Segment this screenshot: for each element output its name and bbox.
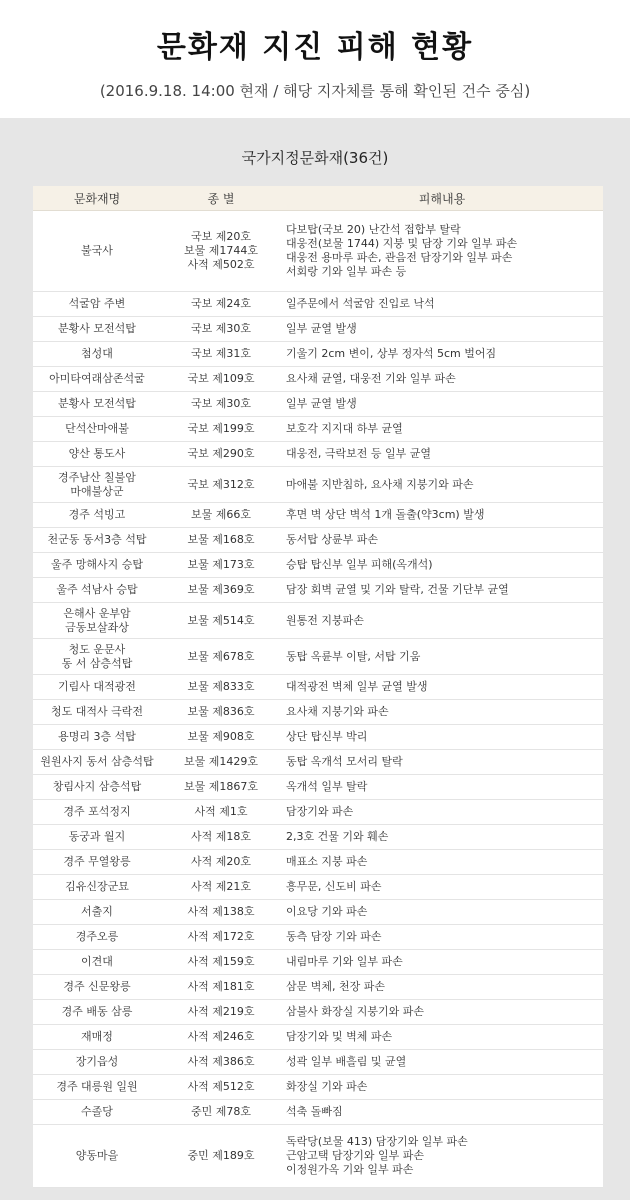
cell-name-line: 분황사 모전석탑 [58,397,136,410]
cell-type-line: 보물 제66호 [191,508,251,521]
cell-damage [281,503,603,528]
table-row [33,603,603,639]
cell-name [33,467,161,503]
table-row [33,211,603,292]
table-row [33,1075,603,1100]
table-row [33,950,603,975]
table-row [33,578,603,603]
cell-name [33,875,161,900]
cell-name-line: 울주 망해사지 승탑 [50,558,143,571]
cell-damage [281,211,603,292]
cell-name-line: 금동보살좌상 [65,620,129,634]
cell-name [33,211,161,292]
cell-type-line: 국보 제24호 [191,297,251,310]
cell-damage-line: 성곽 일부 배흘림 및 균열 [286,1055,407,1068]
cell-name-line: 경주 포석정지 [63,805,131,818]
cell-name [33,1050,161,1075]
cell-damage [281,1050,603,1075]
cell-type [161,553,281,578]
cell-name [33,603,161,639]
table-row [33,1050,603,1075]
cell-type-line: 국보 제31호 [191,347,251,360]
cell-name-line: 분황사 모전석탑 [58,322,136,335]
cell-name-line: 경주 배동 삼릉 [61,1005,133,1018]
cell-type [161,1000,281,1025]
cell-damage [281,800,603,825]
cell-damage [281,1075,603,1100]
cell-damage [281,675,603,700]
table-row [33,975,603,1000]
cell-name [33,417,161,442]
cell-name-line: 용명리 3층 석탑 [58,730,136,743]
cell-damage-line: 일부 균열 발생 [286,322,357,335]
cell-name [33,578,161,603]
cell-damage-line: 삼불사 화장실 지붕기와 파손 [286,1005,425,1018]
cell-damage [281,603,603,639]
cell-damage [281,553,603,578]
cell-type-line: 보물 제836호 [187,705,255,718]
cell-type [161,775,281,800]
cell-name-line: 청도 대적사 극락전 [50,705,143,718]
damage-table [33,186,603,1188]
cell-damage [281,975,603,1000]
cell-damage-line: 원통전 지붕파손 [286,613,364,627]
cell-name-line: 양동마을 [75,1149,119,1162]
cell-damage [281,442,603,467]
cell-damage [281,900,603,925]
table-row [33,700,603,725]
cell-damage-line: 일주문에서 석굴암 진입로 낙석 [286,297,435,310]
table-row [33,825,603,850]
cell-name [33,750,161,775]
cell-name-line: 수졸당 [81,1105,113,1118]
column-header-type: 종 별 [161,186,281,211]
cell-type [161,925,281,950]
page-title: 문화재 지진 피해 현황 [156,30,474,65]
table-row [33,875,603,900]
cell-type [161,1025,281,1050]
cell-name-line: 원원사지 동서 삼층석탑 [40,755,154,768]
cell-damage-line: 옥개석 일부 탈락 [286,780,368,793]
cell-type-line: 국보 제290호 [187,447,255,460]
content-panel [0,118,630,1200]
cell-type [161,725,281,750]
cell-type-line: 사적 제502호 [187,258,255,271]
cell-damage [281,750,603,775]
cell-name [33,1025,161,1050]
cell-type-line: 국보 제30호 [191,397,251,410]
table-row [33,553,603,578]
cell-type-line: 국보 제312호 [187,477,255,491]
cell-damage-line: 흥무문, 신도비 파손 [286,880,382,893]
cell-type-line: 국보 제109호 [187,372,255,385]
cell-type-line: 보물 제514호 [187,613,255,627]
page-subtitle: (2016.9.18. 14:00 현재 / 해당 지자체를 통해 확인된 건수 중심) [99,82,531,100]
cell-name [33,725,161,750]
cell-type [161,975,281,1000]
cell-name [33,1125,161,1188]
cell-damage [281,292,603,317]
table-row [33,800,603,825]
cell-name [33,975,161,1000]
cell-type [161,875,281,900]
cell-name-line: 경주오릉 [75,930,119,943]
table-row [33,442,603,467]
cell-type-line: 사적 제159호 [187,955,255,968]
cell-type [161,342,281,367]
cell-type-line: 국보 제199호 [187,422,255,435]
cell-name-line: 울주 석남사 승탑 [56,583,138,596]
cell-type-line: 보물 제369호 [187,583,255,596]
cell-damage-line: 후면 벽 상단 벽석 1개 돌출(약3cm) 발생 [286,508,485,521]
cell-damage-line: 동탑 옥륜부 이탈, 서탑 기움 [286,649,421,663]
cell-type [161,211,281,292]
table-row [33,392,603,417]
cell-type-line: 사적 제181호 [187,980,255,993]
cell-damage [281,1025,603,1050]
cell-damage [281,417,603,442]
cell-type [161,503,281,528]
cell-name [33,825,161,850]
cell-damage-line: 담장기와 및 벽체 파손 [286,1030,393,1043]
cell-name-line: 석굴암 주변 [68,297,126,310]
cell-type [161,1125,281,1188]
cell-name-line: 경주남산 칠불암 [58,470,136,484]
cell-type [161,442,281,467]
cell-damage-line: 서회랑 기와 일부 파손 등 [286,265,407,278]
cell-name-line: 재매정 [81,1030,113,1043]
cell-type [161,317,281,342]
cell-damage [281,367,603,392]
cell-damage-line: 담장 회벽 균열 및 기와 탈락, 건물 기단부 균열 [286,583,509,596]
cell-type-line: 보물 제908호 [187,730,255,743]
cell-damage [281,700,603,725]
cell-type [161,950,281,975]
cell-type-line: 사적 제219호 [187,1005,255,1018]
cell-damage-line: 석축 돌빠짐 [286,1105,343,1118]
cell-damage-line: 요사채 균열, 대웅전 기와 일부 파손 [286,372,456,385]
cell-name [33,1075,161,1100]
cell-name-line: 아미타여래삼존석굴 [49,372,145,385]
cell-name [33,317,161,342]
cell-damage-line: 2,3호 건물 기와 훼손 [286,830,389,843]
cell-damage [281,950,603,975]
table-row [33,925,603,950]
table-row [33,317,603,342]
cell-damage-line: 동탑 옥개석 모서리 탈락 [286,755,403,768]
table-row [33,1000,603,1025]
cell-name [33,367,161,392]
cell-type-line: 국보 제30호 [191,322,251,335]
cell-type [161,578,281,603]
column-header-name: 문화재명 [33,186,161,211]
cell-damage-line: 마애불 지반침하, 요사채 지붕기와 파손 [286,477,474,491]
cell-damage-line: 동측 담장 기와 파손 [286,930,382,943]
cell-damage-line: 이정원가옥 기와 일부 파손 [286,1163,414,1176]
cell-damage-line: 대웅전 용마루 파손, 관음전 담장기와 일부 파손 [286,251,513,264]
cell-type-line: 중민 제189호 [187,1149,255,1162]
table-header-row [33,186,603,211]
table-row [33,900,603,925]
cell-name-line: 첨성대 [81,347,113,360]
table-row [33,342,603,367]
cell-damage-line: 일부 균열 발생 [286,397,357,410]
cell-type [161,392,281,417]
cell-type [161,528,281,553]
cell-name [33,675,161,700]
cell-damage [281,317,603,342]
cell-damage [281,725,603,750]
table-row [33,467,603,503]
cell-name [33,639,161,675]
cell-damage [281,875,603,900]
cell-damage [281,1125,603,1188]
cell-name-line: 이견대 [81,955,113,968]
table-row [33,725,603,750]
cell-damage-line: 대웅전(보물 1744) 지붕 및 담장 기와 일부 파손 [286,237,518,250]
section-title: 국가지정문화재(36건) [241,149,389,167]
cell-name [33,292,161,317]
cell-type [161,367,281,392]
cell-name [33,442,161,467]
page-header [0,0,630,118]
cell-type-line: 보물 제1867호 [184,780,258,793]
cell-name [33,800,161,825]
cell-type-line: 보물 제1429호 [184,755,258,768]
cell-damage [281,392,603,417]
cell-damage-line: 상단 탑신부 박리 [286,730,368,743]
cell-name [33,700,161,725]
cell-name [33,503,161,528]
cell-name-line: 김유신장군묘 [65,880,129,893]
cell-type [161,800,281,825]
cell-damage-line: 기울기 2cm 변이, 상부 정자석 5cm 벌어짐 [286,347,497,360]
cell-damage-line: 화장실 기와 파손 [286,1080,368,1093]
table-row [33,1100,603,1125]
cell-type [161,1075,281,1100]
cell-damage-line: 매표소 지붕 파손 [286,855,368,868]
cell-type-line: 사적 제172호 [187,930,255,943]
cell-damage-line: 독락당(보물 413) 담장기와 일부 파손 [286,1135,468,1148]
cell-damage-line: 이요당 기와 파손 [286,905,368,918]
cell-type-line: 사적 제1호 [194,805,248,818]
cell-damage [281,925,603,950]
cell-damage [281,528,603,553]
cell-type-line: 보물 제678호 [187,649,255,663]
cell-type-line: 사적 제138호 [187,905,255,918]
table-row [33,750,603,775]
table-row [33,417,603,442]
cell-damage [281,1100,603,1125]
cell-name [33,900,161,925]
cell-damage [281,467,603,503]
cell-name-line: 동 서 삼층석탑 [61,656,133,670]
cell-type [161,467,281,503]
cell-damage-line: 다보탑(국보 20) 난간석 접합부 탈락 [286,223,461,236]
table-row [33,775,603,800]
cell-name-line: 서출지 [81,905,113,918]
cell-name-line: 천군동 동서3층 석탑 [47,533,147,546]
cell-damage-line: 보호각 지지대 하부 균열 [286,422,403,435]
cell-type-line: 중민 제78호 [191,1105,251,1118]
cell-name-line: 마애불상군 [70,484,124,498]
cell-name [33,925,161,950]
cell-name [33,392,161,417]
cell-type [161,292,281,317]
cell-damage-line: 담장기와 파손 [286,805,354,818]
column-header-damage: 피해내용 [281,186,603,211]
cell-type-line: 사적 제18호 [191,830,251,843]
table-body [33,211,603,1188]
cell-name [33,950,161,975]
cell-type [161,1100,281,1125]
cell-type-line: 보물 제168호 [187,533,255,546]
cell-damage-line: 요사채 지붕기와 파손 [286,705,389,718]
cell-type [161,603,281,639]
cell-damage [281,775,603,800]
cell-name-line: 경주 무열왕릉 [63,855,131,868]
cell-name [33,775,161,800]
cell-damage-line: 삼문 벽체, 천장 파손 [286,980,385,993]
cell-type [161,825,281,850]
cell-name-line: 청도 운문사 [68,642,126,656]
cell-damage-line: 동서탑 상륜부 파손 [286,533,379,546]
cell-damage-line: 대적광전 벽체 일부 균열 발생 [286,680,428,693]
table-row [33,850,603,875]
cell-name-line: 장기읍성 [75,1055,119,1068]
cell-name-line: 경주 신문왕릉 [63,980,131,993]
cell-name-line: 양산 통도사 [68,447,126,460]
cell-name-line: 창림사지 삼층석탑 [52,780,142,793]
cell-type [161,639,281,675]
cell-name [33,850,161,875]
cell-type [161,900,281,925]
cell-name-line: 경주 석빙고 [68,508,126,521]
cell-name [33,342,161,367]
cell-type [161,675,281,700]
cell-type-line: 국보 제20호 [191,230,251,243]
table-row [33,528,603,553]
cell-damage [281,850,603,875]
cell-damage [281,578,603,603]
cell-name-line: 은해사 운부암 [63,606,131,620]
cell-name-line: 동궁과 월지 [68,830,126,843]
cell-damage [281,1000,603,1025]
table-row [33,1125,603,1188]
cell-type-line: 보물 제833호 [187,680,255,693]
cell-name-line: 기림사 대적광전 [58,680,136,693]
cell-damage-line: 대웅전, 극락보전 등 일부 균열 [286,447,431,460]
cell-name-line: 단석산마애불 [65,422,129,435]
cell-type-line: 사적 제246호 [187,1030,255,1043]
cell-name [33,1100,161,1125]
cell-name [33,528,161,553]
table-row [33,367,603,392]
table-row [33,503,603,528]
cell-type [161,1050,281,1075]
cell-type-line: 사적 제512호 [187,1080,255,1093]
cell-type-line: 사적 제20호 [191,855,251,868]
cell-type [161,417,281,442]
cell-type-line: 사적 제21호 [191,880,251,893]
cell-type-line: 사적 제386호 [187,1055,255,1068]
cell-damage [281,342,603,367]
cell-name-line: 경주 대릉원 일원 [56,1080,138,1093]
cell-damage-line: 승탑 탑신부 일부 피해(옥개석) [286,558,433,571]
cell-damage [281,639,603,675]
cell-type-line: 보물 제173호 [187,558,255,571]
table-row [33,639,603,675]
cell-name-line: 불국사 [81,244,113,257]
cell-name [33,1000,161,1025]
cell-type [161,850,281,875]
cell-type [161,700,281,725]
cell-type-line: 보물 제1744호 [184,244,258,257]
cell-name [33,553,161,578]
table-row [33,675,603,700]
table-row [33,1025,603,1050]
cell-damage-line: 내림마루 기와 일부 파손 [286,955,403,968]
table-row [33,292,603,317]
cell-type [161,750,281,775]
cell-damage [281,825,603,850]
cell-damage-line: 근암고택 담장기와 일부 파손 [286,1149,425,1162]
